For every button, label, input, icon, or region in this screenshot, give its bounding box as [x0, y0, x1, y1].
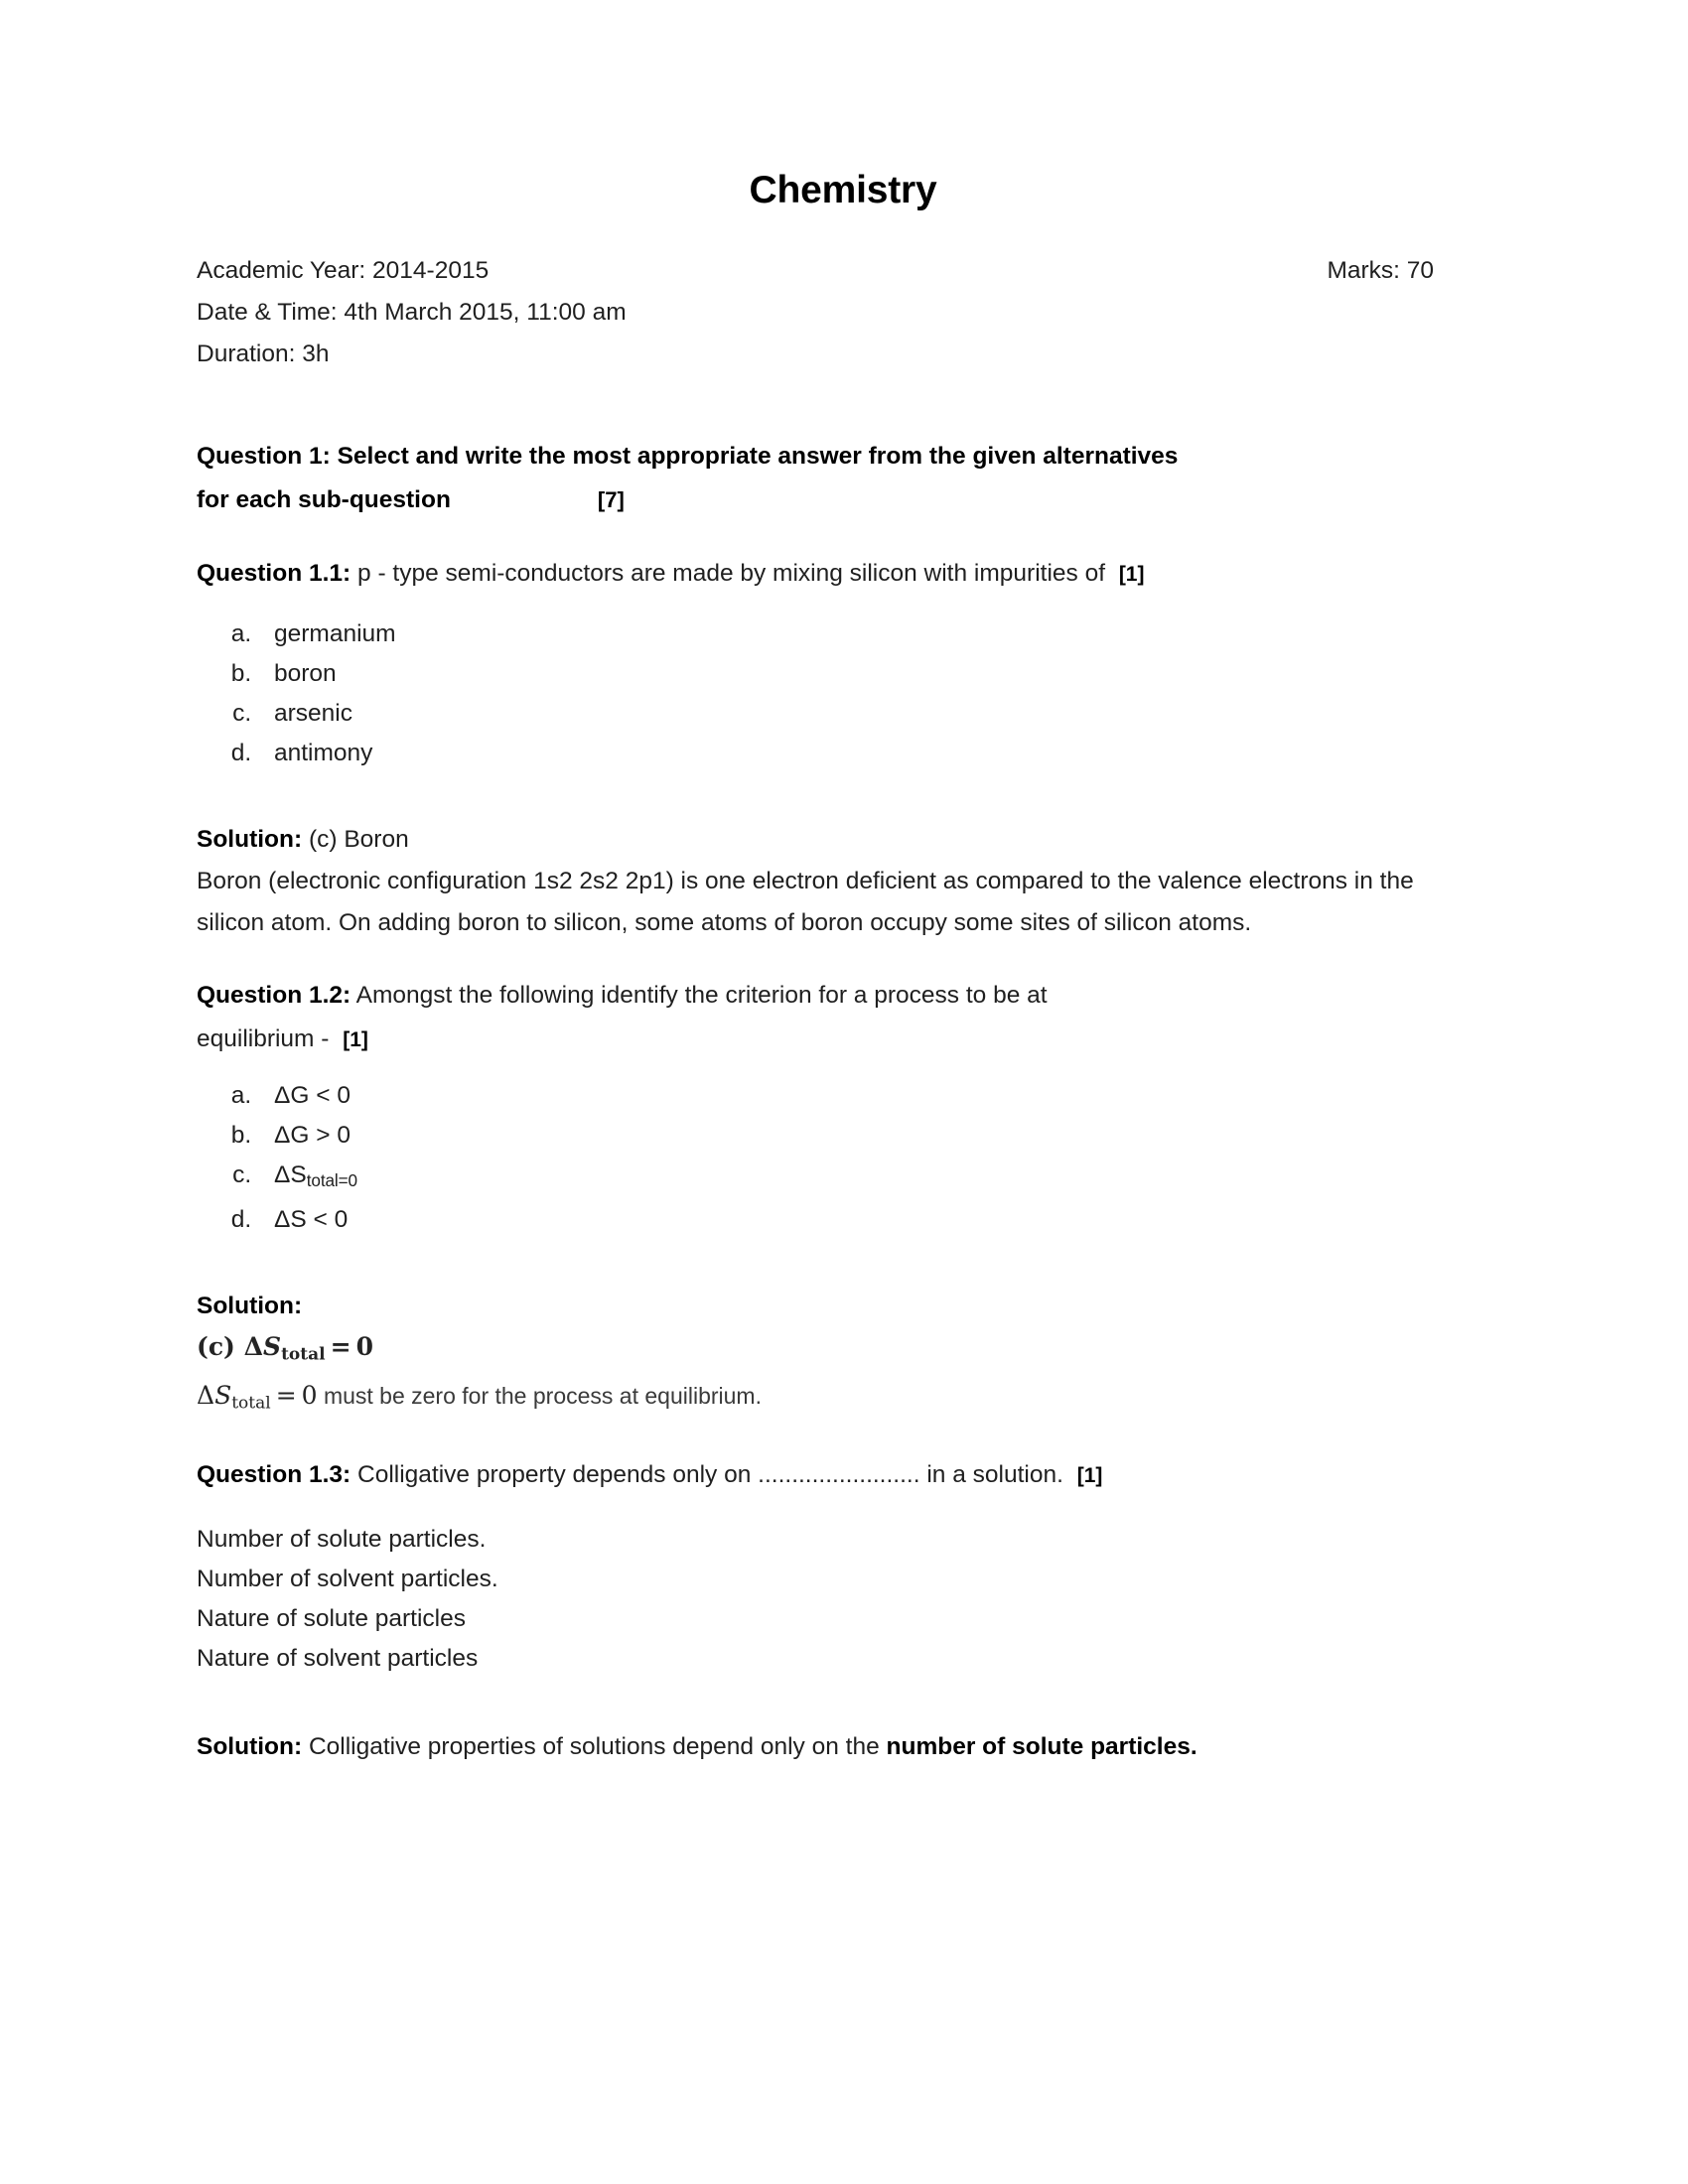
question-1-marks: [7]	[597, 487, 625, 512]
list-item[interactable]: Number of solute particles.	[197, 1526, 487, 1554]
question-1-2-label: Question 1.2:	[197, 982, 352, 1009]
solution-math-answer	[197, 1326, 1458, 1375]
list-item[interactable]	[258, 1156, 1458, 1200]
entropy-symbol: S	[214, 1381, 232, 1411]
question-1-3-label: Question 1.3:	[197, 1461, 352, 1489]
option-text: ΔG < 0	[274, 1082, 351, 1109]
equals-sign: =	[330, 1331, 352, 1361]
list-item[interactable]: c. arsenic	[258, 694, 1458, 734]
subscript-total: total	[281, 1344, 326, 1365]
option-text: ΔS < 0	[274, 1205, 349, 1233]
list-item[interactable]	[258, 1116, 1458, 1156]
total-marks-line: Marks: 70	[1327, 257, 1434, 284]
solution-label: Solution:	[197, 826, 303, 853]
question-1-2-solution	[197, 1286, 1458, 1425]
list-item[interactable]: Number of solvent particles.	[197, 1566, 498, 1593]
question-1-1-marks: [1]	[1118, 563, 1145, 586]
solution-explanation: Boron (electronic configuration 1s2 2s2 2p1) is one electron deficient as compared to the valence electrons in the silicon atom. On adding boron to silicon, some atoms of boron occupy some sites of silicon atoms.	[197, 868, 1414, 936]
page-title: Chemistry	[749, 169, 937, 211]
exam-meta-block	[197, 250, 1458, 375]
academic-year-line: Academic Year: 2014-2015	[197, 257, 490, 284]
question-1-1-text	[197, 552, 1458, 597]
solution-label-line	[197, 1286, 1458, 1326]
list-item[interactable]	[258, 1076, 1458, 1116]
solution-math-explanation	[197, 1375, 1458, 1424]
solution-answer-line	[197, 819, 1458, 861]
solution-label: Solution:	[197, 1292, 303, 1319]
question-1-3-body: Colligative property depends only on ........................ in a solution.	[357, 1461, 1063, 1489]
question-1-heading	[197, 435, 1458, 522]
delta-s-total-expression	[197, 1381, 318, 1414]
question-1-3-marks: [1]	[1076, 1464, 1103, 1488]
option-subscript: total=0	[306, 1169, 357, 1190]
solution-emphasis: number of solute particles.	[886, 1733, 1197, 1761]
value-zero: 0	[301, 1381, 318, 1411]
list-item[interactable]: Nature of solvent particles	[197, 1645, 479, 1673]
solution-answer: (c) Boron	[308, 826, 409, 853]
question-1-instruction-line2: for each sub-question	[197, 486, 451, 513]
date-time-line: Date & Time: 4th March 2015, 11:00 am	[197, 299, 627, 326]
option-text: ΔS	[274, 1161, 307, 1188]
solution-text: Colligative properties of solutions depend only on the	[308, 1733, 880, 1761]
question-1-2-marks: [1]	[343, 1028, 368, 1051]
solution-label: Solution:	[197, 1733, 303, 1761]
document-body	[197, 169, 1458, 1770]
equals-sign: =	[275, 1381, 297, 1411]
question-1-1-label: Question 1.1:	[197, 560, 352, 587]
delta-s-total-expression	[243, 1331, 373, 1365]
option-text: ΔG > 0	[274, 1122, 351, 1149]
question-1-1-solution	[197, 819, 1458, 944]
question-1-2-text	[197, 974, 1458, 1062]
value-zero: 0	[355, 1331, 373, 1361]
question-1-3-text	[197, 1453, 1458, 1498]
question-1-3-options	[197, 1520, 1458, 1679]
solution-text-line	[197, 1724, 1458, 1770]
delta-symbol: Δ	[197, 1381, 215, 1411]
list-item[interactable]: d. antimony	[258, 734, 1458, 773]
question-1-1-options	[197, 614, 1458, 773]
duration-line: Duration: 3h	[197, 341, 330, 367]
explanation-text: must be zero for the process at equilibrium.	[323, 1383, 762, 1410]
question-1-2-options	[197, 1076, 1458, 1240]
question-1-3-solution	[197, 1724, 1458, 1770]
question-1-instruction-line1: Select and write the most appropriate answer from the given alternatives	[337, 443, 1179, 470]
question-1-2-body-line2: equilibrium -	[197, 1025, 330, 1052]
solution-answer-prefix: (c)	[197, 1331, 235, 1361]
entropy-symbol: S	[263, 1331, 282, 1361]
question-1-1-body: p - type semi-conductors are made by mixing silicon with impurities of	[357, 560, 1105, 587]
question-1-2-body-line1: Amongst the following identify the criterion for a process to be at	[355, 982, 1048, 1009]
list-item[interactable]: b. boron	[258, 654, 1458, 694]
list-item[interactable]: Nature of solute particles	[197, 1605, 466, 1633]
subscript-total: total	[231, 1393, 271, 1414]
list-item[interactable]: a. germanium	[258, 614, 1458, 654]
delta-symbol: Δ	[243, 1331, 264, 1361]
question-1-label: Question 1:	[197, 443, 331, 470]
list-item[interactable]	[258, 1200, 1458, 1240]
